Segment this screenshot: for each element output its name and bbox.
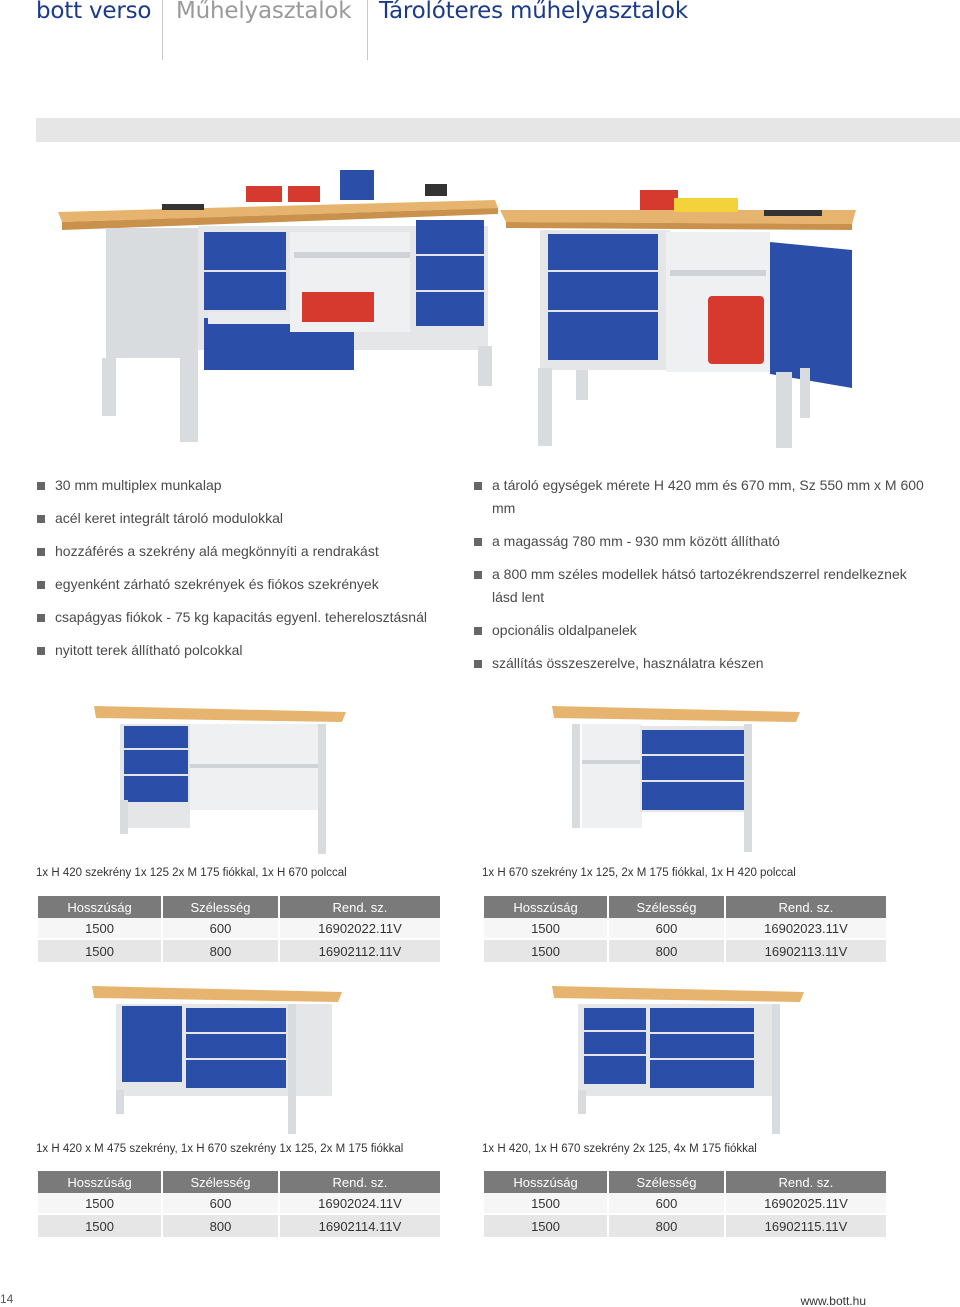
table-row [38, 1215, 440, 1237]
table-cell: 16902025.11V [726, 1193, 886, 1215]
feature-item: csapágyas fiókok - 75 kg kapacitás egyenl. teherelosztásnál [37, 606, 457, 629]
table-cell: 600 [163, 1193, 278, 1215]
page-title: Tárolóteres műhelyasztalok [379, 0, 688, 24]
table-cell: 16902024.11V [280, 1193, 440, 1215]
feature-item: egyenként zárható szekrények és fiókos szekrények [37, 573, 457, 596]
table-cell: 1500 [38, 940, 161, 962]
feature-item: acél keret integrált tároló modulokkal [37, 507, 457, 530]
table-cell: 16902023.11V [726, 918, 886, 940]
table-cell: 1500 [38, 1193, 161, 1215]
variant-spec-table [482, 1171, 888, 1237]
column-header: Hosszúság [38, 896, 161, 918]
table-row [484, 1215, 886, 1237]
column-header: Rend. sz. [280, 1171, 440, 1193]
page-number: 14 [0, 1292, 14, 1306]
table-cell: 800 [609, 1215, 724, 1237]
table-cell: 1500 [38, 918, 161, 940]
table-cell: 800 [163, 940, 278, 962]
column-header: Rend. sz. [280, 896, 440, 918]
table-cell: 16902115.11V [726, 1215, 886, 1237]
table-cell: 1500 [484, 1193, 607, 1215]
variant-spec-table [36, 896, 442, 962]
variant-description: 1x H 670 szekrény 1x 125, 2x M 175 fiókkal, 1x H 420 polccal [482, 867, 796, 879]
column-header: Rend. sz. [726, 896, 886, 918]
section-bar [36, 118, 960, 142]
table-row [38, 940, 440, 962]
table-cell: 1500 [484, 940, 607, 962]
hero-product-image [40, 160, 920, 460]
header-divider [162, 0, 163, 60]
footer-url[interactable]: www.bott.hu [800, 1294, 866, 1307]
column-header: Hosszúság [484, 1171, 607, 1193]
table-cell: 600 [163, 918, 278, 940]
table-row [484, 918, 886, 940]
workbench-left-illustration [58, 170, 498, 442]
table-row [484, 940, 886, 962]
workbench-variant-image [482, 700, 889, 855]
column-header: Szélesség [163, 896, 278, 918]
table-cell: 1500 [484, 1215, 607, 1237]
table-row [484, 1193, 886, 1215]
feature-item: opcionális oldalpanelek [474, 619, 924, 642]
category-title: Műhelyasztalok [176, 0, 352, 24]
table-cell: 16902022.11V [280, 918, 440, 940]
variant-spec-table [36, 1171, 442, 1237]
table-cell: 800 [609, 940, 724, 962]
workbench-right-illustration [500, 190, 856, 448]
workbench-variant-image [36, 980, 443, 1135]
features-list-left [37, 474, 457, 672]
table-cell: 600 [609, 918, 724, 940]
table-cell: 1500 [38, 1215, 161, 1237]
column-header: Hosszúság [38, 1171, 161, 1193]
table-cell: 1500 [484, 918, 607, 940]
table-row [38, 1193, 440, 1215]
variant-description: 1x H 420 x M 475 szekrény, 1x H 670 szekrény 1x 125, 2x M 175 fiókkal [36, 1143, 404, 1155]
page-header [0, 0, 960, 60]
column-header: Szélesség [609, 1171, 724, 1193]
variant-description: 1x H 420, 1x H 670 szekrény 2x 125, 4x M 175 fiókkal [482, 1143, 757, 1155]
column-header: Szélesség [163, 1171, 278, 1193]
table-row [38, 918, 440, 940]
column-header: Hosszúság [484, 896, 607, 918]
table-cell: 600 [609, 1193, 724, 1215]
workbench-variant-image [36, 700, 443, 855]
feature-item: 30 mm multiplex munkalap [37, 474, 457, 497]
header-divider [367, 0, 368, 60]
feature-item: a 800 mm széles modellek hátsó tartozékrendszerrel rendelkeznek lásd lent [474, 563, 924, 609]
features-list-right [474, 474, 924, 685]
brand-name: bott verso [36, 0, 152, 24]
variant-description: 1x H 420 szekrény 1x 125 2x M 175 fiókkal, 1x H 670 polccal [36, 867, 347, 879]
feature-item: a tároló egységek mérete H 420 mm és 670 mm, Sz 550 mm x M 600 mm [474, 474, 924, 520]
table-cell: 800 [163, 1215, 278, 1237]
table-cell: 16902114.11V [280, 1215, 440, 1237]
workbench-variant-image [482, 980, 889, 1135]
feature-item: hozzáférés a szekrény alá megkönnyíti a rendrakást [37, 540, 457, 563]
feature-item: szállítás összeszerelve, használatra készen [474, 652, 924, 675]
feature-item: nyitott terek állítható polcokkal [37, 639, 457, 662]
table-cell: 16902112.11V [280, 940, 440, 962]
feature-item: a magasság 780 mm - 930 mm között állítható [474, 530, 924, 553]
column-header: Szélesség [609, 896, 724, 918]
column-header: Rend. sz. [726, 1171, 886, 1193]
variant-spec-table [482, 896, 888, 962]
table-cell: 16902113.11V [726, 940, 886, 962]
